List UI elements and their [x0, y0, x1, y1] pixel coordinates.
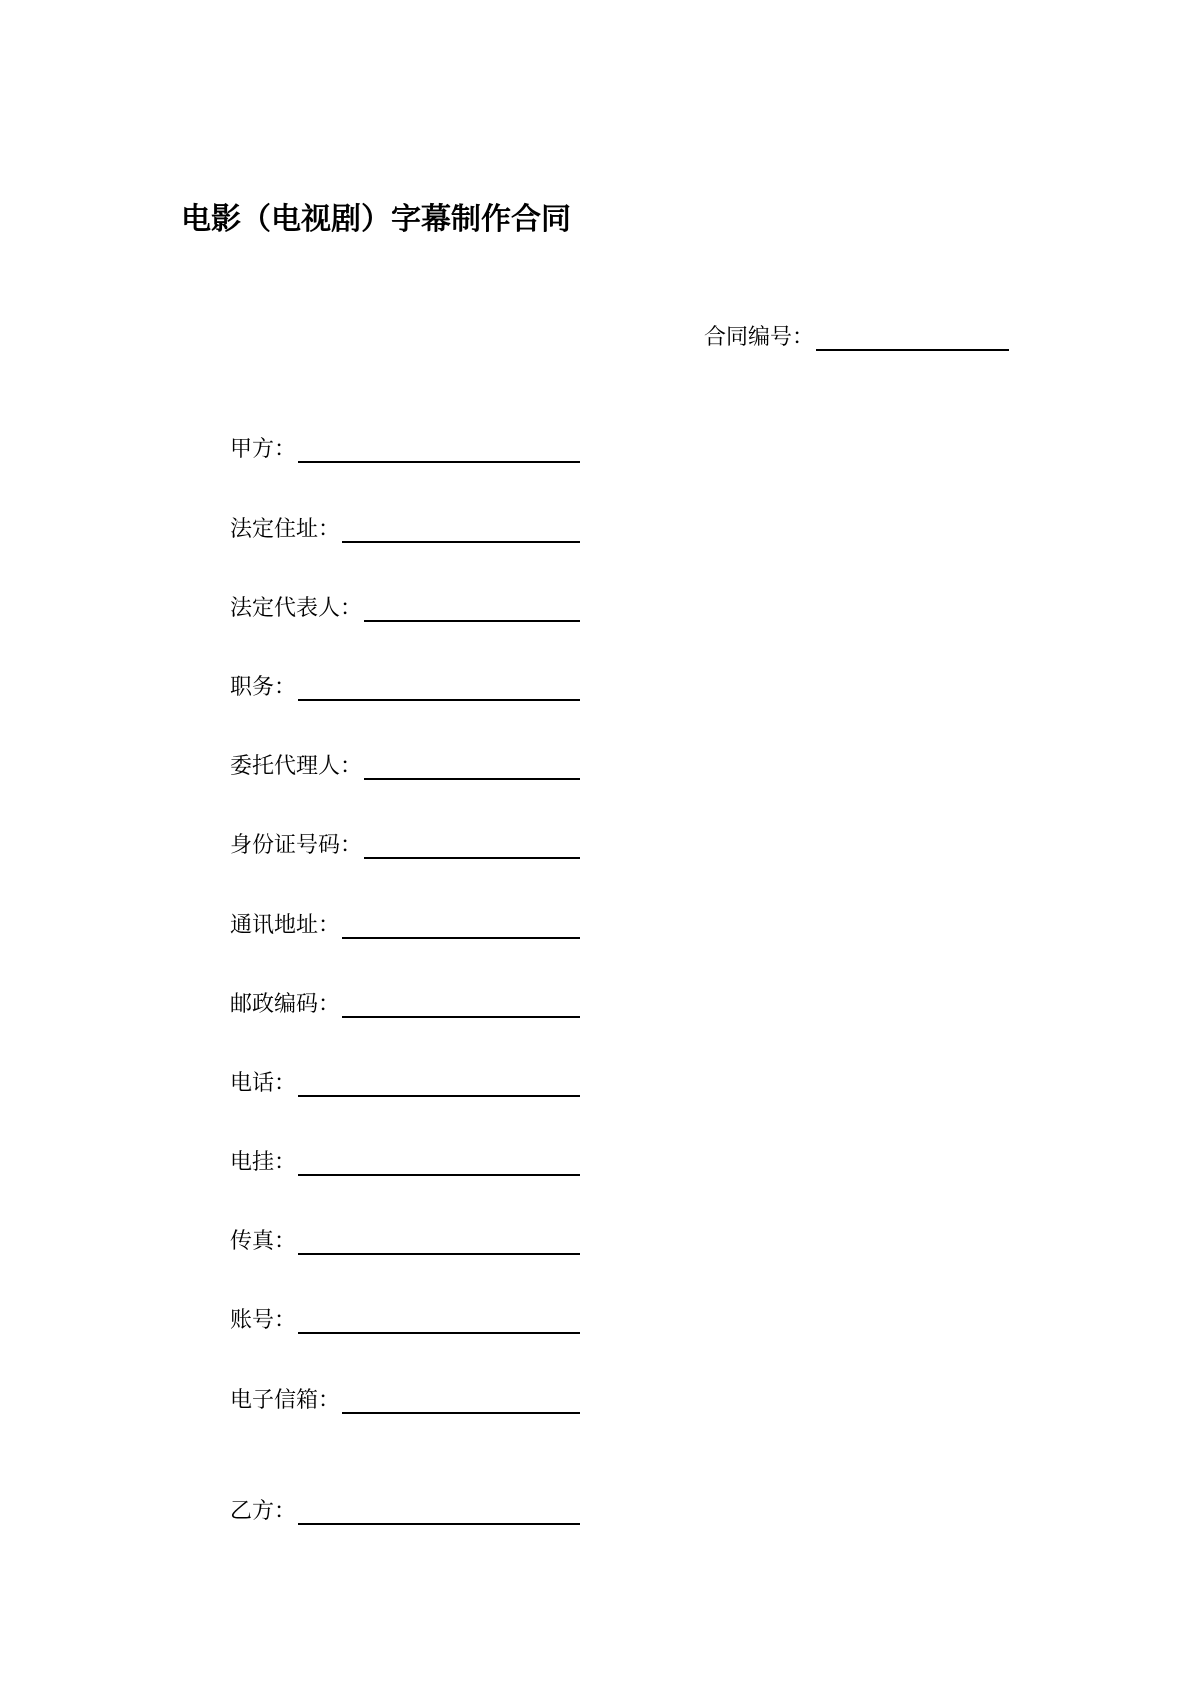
field-blank[interactable]	[342, 1390, 580, 1414]
field-blank[interactable]	[342, 915, 580, 939]
field-row	[230, 670, 580, 701]
field-blank[interactable]	[298, 1501, 580, 1525]
field-blank[interactable]	[342, 994, 580, 1018]
field-label: 甲方：	[230, 437, 297, 462]
field-blank[interactable]	[298, 1310, 580, 1334]
field-blank[interactable]	[298, 1073, 580, 1097]
field-row	[230, 1066, 580, 1097]
field-row	[230, 1145, 580, 1176]
field-row	[230, 591, 580, 622]
field-blank[interactable]	[364, 756, 580, 780]
field-blank[interactable]	[364, 835, 580, 859]
field-row	[230, 987, 580, 1018]
field-row	[230, 1383, 580, 1414]
field-label: 委托代理人：	[230, 754, 363, 779]
field-row	[230, 432, 580, 463]
field-label: 账号：	[230, 1308, 297, 1333]
field-row	[230, 1224, 580, 1255]
document-title: 电影（电视剧）字幕制作合同	[181, 202, 571, 237]
field-label: 乙方：	[230, 1499, 297, 1524]
contract-number-label: 合同编号：	[704, 325, 815, 350]
field-row	[230, 749, 580, 780]
field-label: 电话：	[230, 1071, 297, 1096]
field-blank[interactable]	[298, 1231, 580, 1255]
field-row	[230, 1303, 580, 1334]
field-label: 身份证号码：	[230, 833, 363, 858]
contract-number-row	[704, 320, 1009, 351]
field-row	[230, 908, 580, 939]
field-label: 电子信箱：	[230, 1388, 341, 1413]
field-blank[interactable]	[298, 677, 580, 701]
field-blank[interactable]	[298, 1152, 580, 1176]
field-label: 职务：	[230, 675, 297, 700]
field-label: 法定住址：	[230, 517, 341, 542]
field-row	[230, 1494, 580, 1525]
field-row	[230, 828, 580, 859]
contract-number-blank[interactable]	[816, 327, 1009, 351]
field-row	[230, 512, 580, 543]
field-blank[interactable]	[298, 439, 580, 463]
field-label: 电挂：	[230, 1150, 297, 1175]
field-label: 通讯地址：	[230, 913, 341, 938]
field-label: 邮政编码：	[230, 992, 341, 1017]
field-label: 法定代表人：	[230, 596, 363, 621]
field-blank[interactable]	[342, 519, 580, 543]
field-blank[interactable]	[364, 598, 580, 622]
field-label: 传真：	[230, 1229, 297, 1254]
